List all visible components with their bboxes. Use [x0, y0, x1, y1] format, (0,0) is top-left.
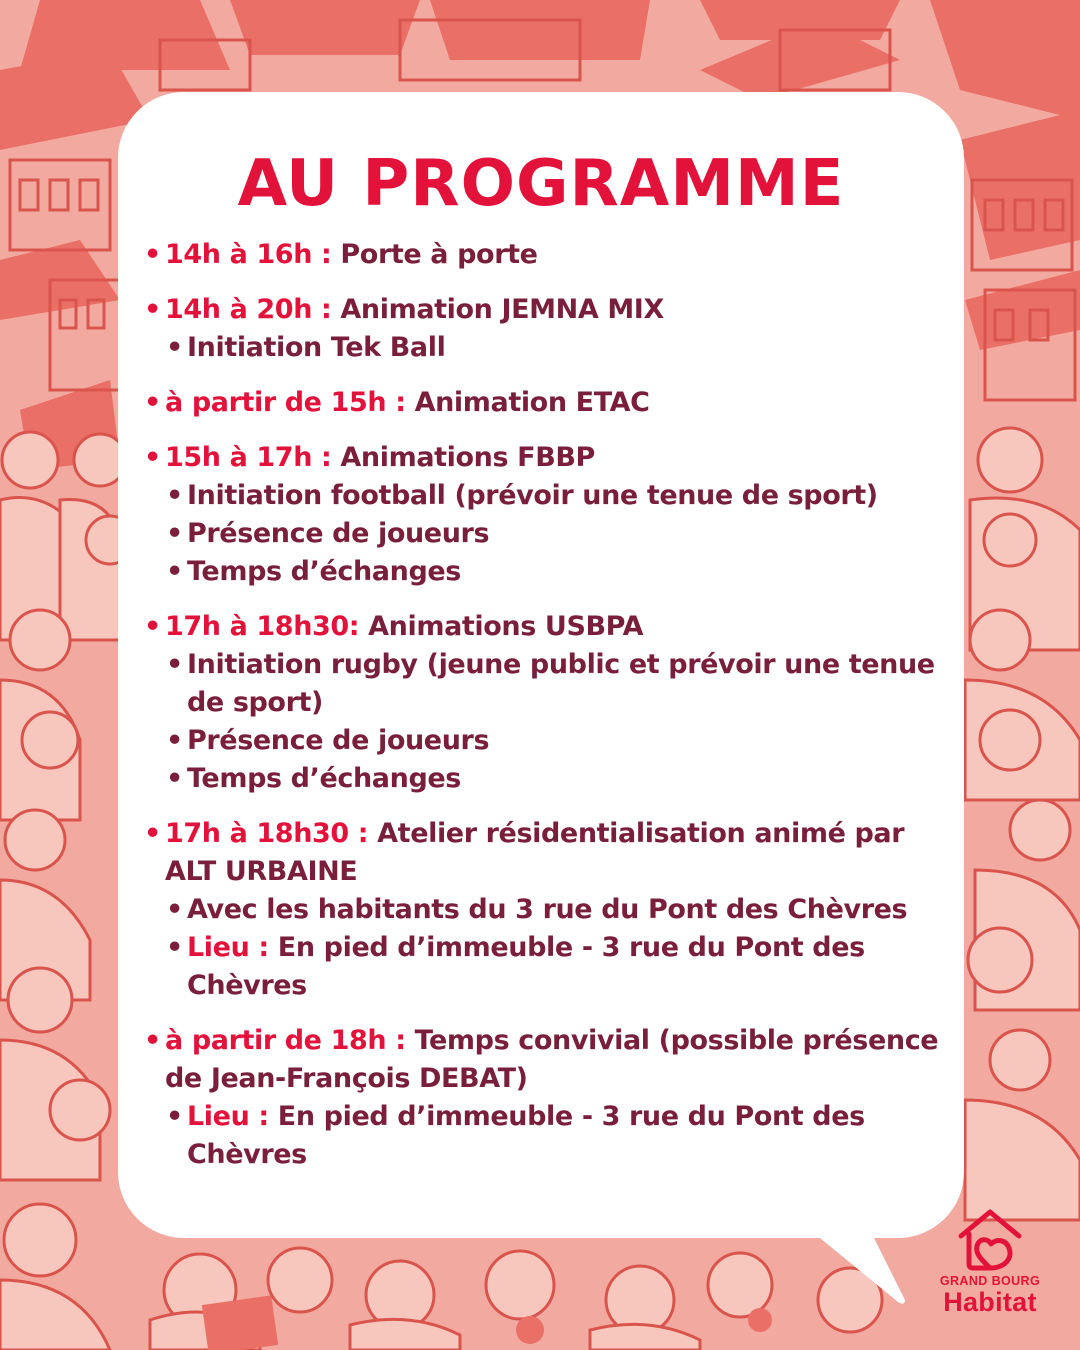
- schedule-line: [140, 384, 960, 422]
- schedule-item: [140, 439, 960, 591]
- subitem-label: Lieu :: [187, 1101, 269, 1132]
- bullet-dot: •: [166, 894, 183, 925]
- schedule-desc: Animation JEMNA MIX: [331, 294, 664, 325]
- schedule-time: à partir de 18h :: [165, 1025, 406, 1056]
- schedule-subitem: [140, 929, 960, 1005]
- schedule-item: [140, 608, 960, 798]
- bullet-dot: •: [166, 332, 183, 363]
- schedule-time: 17h à 18h30:: [165, 611, 360, 642]
- schedule-desc: Atelier résidentialisation animé par ALT URBAINE: [165, 818, 905, 887]
- subitem-text: Avec les habitants du 3 rue du Pont des Chèvres: [187, 894, 908, 925]
- bullet-dot: •: [166, 1101, 183, 1132]
- schedule-item: [140, 291, 960, 367]
- schedule-line: [140, 439, 960, 477]
- subitem-text: Temps d’échanges: [187, 556, 461, 587]
- subitem-text: Présence de joueurs: [187, 725, 490, 756]
- bullet-dot: •: [144, 1025, 161, 1056]
- subitem-text: Initiation rugby (jeune public et prévoir une tenue de sport): [187, 649, 935, 718]
- subitem-text: Initiation football (prévoir une tenue de sport): [187, 480, 878, 511]
- bullet-dot: •: [166, 763, 183, 794]
- schedule-line: [140, 236, 960, 274]
- schedule-subitem: [140, 891, 960, 929]
- bullet-dot: •: [166, 649, 183, 680]
- grand-bourg-habitat-logo: [925, 1208, 1055, 1333]
- page-title: AU PROGRAMME: [237, 147, 845, 221]
- schedule-desc: Animations USBPA: [359, 611, 644, 642]
- subitem-text: Temps d’échanges: [187, 763, 461, 794]
- logo-line2: Habitat: [943, 1287, 1037, 1317]
- schedule-subitem: [140, 329, 960, 367]
- schedule-item: [140, 384, 960, 422]
- house-heart-icon: [955, 1208, 1025, 1272]
- bullet-dot: •: [144, 818, 161, 849]
- schedule-item: [140, 1022, 960, 1174]
- logo-line1: GRAND BOURG: [939, 1274, 1041, 1288]
- subitem-text: Présence de joueurs: [187, 518, 490, 549]
- bullet-dot: •: [144, 387, 161, 418]
- bullet-dot: •: [144, 239, 161, 270]
- schedule-line: [140, 291, 960, 329]
- schedule-item: [140, 236, 960, 274]
- schedule-desc: Animation ETAC: [405, 387, 650, 418]
- schedule-line: [140, 815, 960, 891]
- schedule-line: [140, 608, 960, 646]
- schedule-subitem: [140, 722, 960, 760]
- schedule-item: [140, 815, 960, 1005]
- subitem-text: En pied d’immeuble - 3 rue du Pont des Chèvres: [187, 932, 865, 1001]
- schedule-time: 17h à 18h30 :: [165, 818, 369, 849]
- schedule-subitem: [140, 1098, 960, 1174]
- schedule-time: 14h à 16h :: [165, 239, 332, 270]
- schedule-subitem: [140, 646, 960, 722]
- schedule-time: 15h à 17h :: [165, 442, 332, 473]
- subitem-text: En pied d’immeuble - 3 rue du Pont des Chèvres: [187, 1101, 865, 1170]
- bullet-dot: •: [144, 442, 161, 473]
- schedule-subitem: [140, 477, 960, 515]
- bullet-dot: •: [166, 556, 183, 587]
- subitem-text: Initiation Tek Ball: [187, 332, 446, 363]
- schedule-line: [140, 1022, 960, 1098]
- bullet-dot: •: [166, 518, 183, 549]
- bullet-dot: •: [166, 932, 183, 963]
- bullet-dot: •: [166, 480, 183, 511]
- bullet-dot: •: [144, 611, 161, 642]
- schedule-subitem: [140, 553, 960, 591]
- schedule-desc: Animations FBBP: [331, 442, 595, 473]
- subitem-label: Lieu :: [187, 932, 269, 963]
- bullet-dot: •: [144, 294, 161, 325]
- schedule-desc: Porte à porte: [331, 239, 538, 270]
- schedule-time: 14h à 20h :: [165, 294, 332, 325]
- schedule-list: [140, 236, 960, 1191]
- schedule-desc: Temps convivial (possible présence de Jean-François DEBAT): [165, 1025, 939, 1094]
- schedule-time: à partir de 15h :: [165, 387, 406, 418]
- bullet-dot: •: [166, 725, 183, 756]
- schedule-subitem: [140, 760, 960, 798]
- schedule-subitem: [140, 515, 960, 553]
